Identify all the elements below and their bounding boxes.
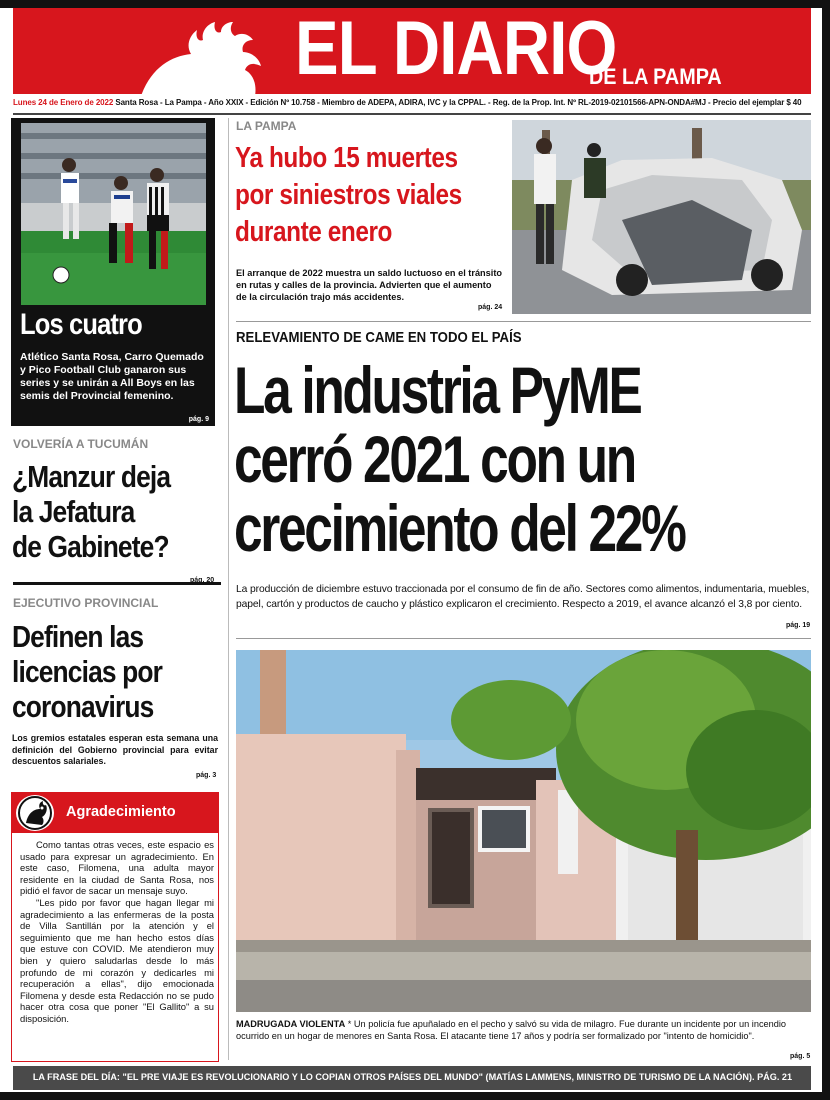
masthead-title: EL DIARIO: [295, 8, 617, 91]
masthead-subtitle: DE LA PAMPA: [589, 64, 722, 89]
sports-page-ref: pág. 9: [188, 416, 209, 423]
header-rule: [13, 113, 811, 115]
licencias-headline-line: Definen las: [12, 619, 144, 654]
manzur-headline-line: la Jefatura: [12, 494, 135, 529]
manzur-headline-line: de Gabinete?: [12, 529, 169, 564]
manzur-kicker: VOLVERÍA A TUCUMÁN: [13, 437, 149, 451]
licencias-kicker: EJECUTIVO PROVINCIAL: [13, 596, 159, 610]
licencias-headline-line: coronavirus: [12, 689, 154, 724]
quote-of-the-day: LA FRASE DEL DÍA: "EL PRE VIAJE ES REVOLUCIONARIO Y LO COPIAN OTROS PAÍSES DEL MUNDO" (MATÍAS LAMMENS, MINISTRO DE TURISMO DE LA NACIÓN). PÁG. 21: [32, 1072, 792, 1083]
muertes-page-ref: pág. 24: [478, 304, 503, 311]
bottom-border: [0, 1092, 830, 1100]
licencias-headline-line: licencias por: [12, 654, 163, 689]
agradecimiento-box: [11, 792, 219, 1062]
agradecimiento-paragraph: "Les pido por favor que hagan llegar mi agradecimiento a las enfermeras de la posta de Villa Santillán por la atención y el seguimiento que me han hecho estos días que estuve con COVID. Me atendieron muy bien y quiero saludarlas desde lo más profundo de mi corazón y dedicarles mi recuperación a ellas", dijo emocionada Filomena y desde esta Redacción no se pudo hacer otra cosa que poner "El Gallito" a su disposición.: [20, 896, 214, 1024]
agradecimiento-title: Agradecimiento: [66, 804, 176, 820]
sports-headline[interactable]: Los cuatro: [20, 308, 142, 341]
soccer-photo: [21, 123, 206, 305]
agradecimiento-header: [12, 793, 218, 833]
issue-date: Lunes 24 de Enero de 2022: [13, 98, 114, 107]
quote-of-the-day-bar: [13, 1066, 811, 1090]
main-headline[interactable]: [234, 353, 718, 565]
caption-text: * Un policía fue apuñalado en el pecho y salvó su vida de milagro. Fue durante un incidente por un incendio ocurrido en un hogar de menores en Santa Rosa. El atacante tiene 17 años y podría ser formalizado por "intento de homicidio".: [236, 1019, 787, 1041]
caption-page-ref: pág. 5: [790, 1053, 811, 1060]
main-body: La producción de diciembre estuvo traccionada por el consumo de fin de año. Sectores como alimentos, indumentaria, muebles, papel, cartón y productos de caucho y plástico explicaron el crecimiento. Respecto a 2019, el avance alcanzó el 3,8 por ciento.: [236, 584, 810, 610]
burned-house-photo: [236, 650, 811, 1012]
manzur-headline[interactable]: [12, 459, 216, 564]
manzur-page-ref: pág. 20: [190, 577, 215, 584]
muertes-body: El arranque de 2022 muestra un saldo luctuoso en el tránsito en rutas y calles de la provincia. Advierten que el aumento de la circulación trajo más accidentes.: [236, 268, 503, 302]
agradecimiento-body: [20, 839, 214, 1025]
muertes-headline-line: durante enero: [235, 216, 392, 248]
car-crash-photo: [512, 120, 811, 314]
section-rule: [236, 638, 811, 639]
main-headline-line: cerró 2021 con un: [234, 422, 635, 496]
manzur-headline-line: ¿Manzur deja: [12, 459, 171, 494]
right-border: [822, 0, 830, 1100]
muertes-kicker: LA PAMPA: [236, 119, 297, 133]
caption-lead: MADRUGADA VIOLENTA: [236, 1019, 346, 1029]
main-page-ref: pág. 19: [786, 622, 811, 629]
main-kicker: RELEVAMIENTO DE CAME EN TODO EL PAÍS: [236, 329, 522, 346]
licencias-body: Los gremios estatales esperan esta semana una definición del Gobierno provincial para evitar descuentos salariales.: [12, 733, 218, 766]
main-headline-line: La industria PyME: [234, 353, 641, 427]
muertes-headline-line: Ya hubo 15 muertes: [235, 142, 458, 174]
dateline: [13, 98, 811, 112]
sports-box[interactable]: [11, 118, 215, 426]
main-headline-line: crecimiento del 22%: [234, 491, 685, 565]
sports-body: Atlético Santa Rosa, Carro Quemado y Pico Football Club ganaron sus series y se unirán a All Boys en las semis del Provincial femenino.: [20, 351, 204, 402]
issue-details: Santa Rosa - La Pampa - Año XXIX - Edición Nº 10.758 - Miembro de ADEPA, ADIRA, IVC y la CPPAL. - Reg. de la Prop. Int. Nº RL-2019-02101566-APN-ONDA#MJ - Precio del ejemplar $ 40: [115, 98, 802, 107]
section-rule: [236, 321, 811, 322]
licencias-page-ref: pág. 3: [196, 772, 217, 779]
photo-caption: [236, 1018, 811, 1042]
licencias-headline[interactable]: [12, 619, 216, 724]
rooster-logo-icon: [131, 18, 281, 94]
masthead: [13, 8, 811, 94]
column-divider: [228, 118, 229, 1060]
muertes-headline[interactable]: [235, 140, 479, 251]
muertes-headline-line: por siniestros viales: [235, 179, 462, 211]
rooster-badge-icon: [16, 795, 54, 831]
top-border: [0, 0, 830, 8]
agradecimiento-paragraph: Como tantas otras veces, este espacio es usado para expresar un agradecimiento. En este caso, Filomena, una adulta mayor residente en la ciudad de Santa Rosa, nos pidió el favor de sacar un mensaje suyo.: [20, 839, 214, 897]
